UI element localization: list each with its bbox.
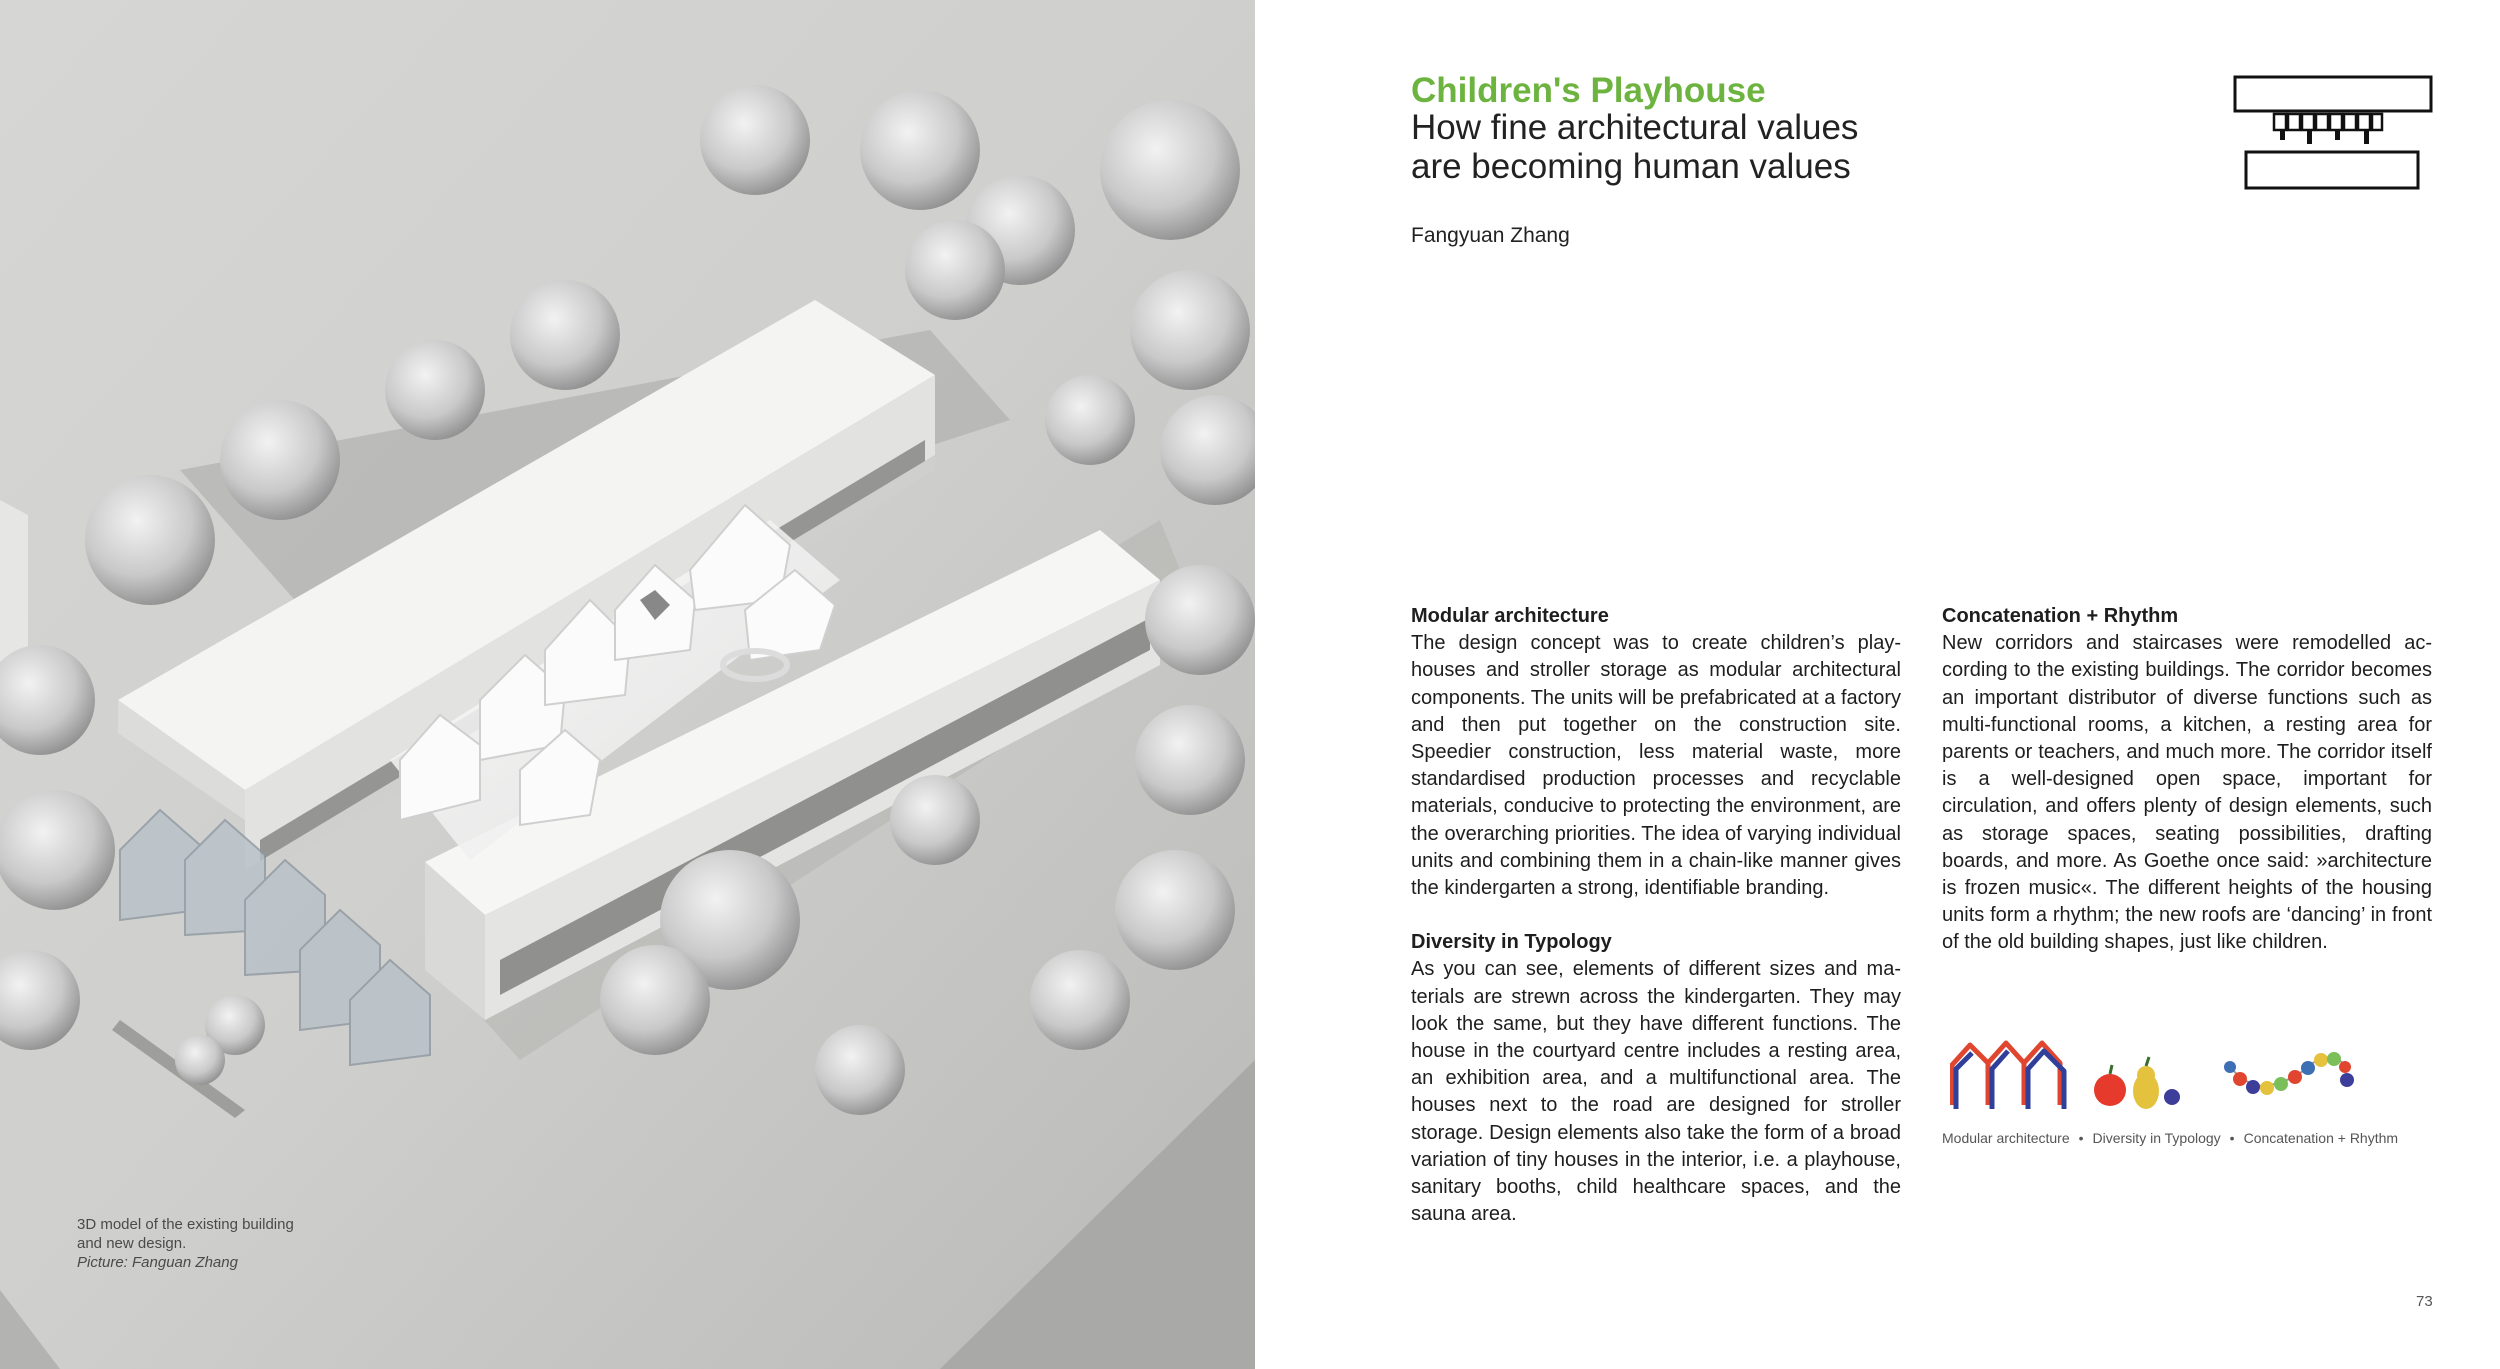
picture-credit: Picture: Fanguan Zhang [77,1254,238,1271]
diagram-captions [1942,1130,2398,1146]
author-name: Fangyuan Zhang [1411,224,1570,247]
caption-line: and new design. [77,1235,187,1252]
section-body: As you can see, elements of different sizes and materials are strewn across the kindergarten. They may look the same, but they have different functions. The house in the courtyard centre includes a resting area, an exhibition area, and a multifunctional area. The houses next to the road are designed for stroller storage. Design elements also take the form of a broad variation of tiny houses in the interior, i.e. a playhouse, sanitary booths, child healthcare spaces, and the sauna area. [1411,958,1901,1226]
page-number: 73 [2416,1293,2433,1310]
houses-diagram-icon [1952,1043,2064,1109]
diagram-caption: Diversity in Typology [2092,1130,2221,1146]
section-body: New corridors and staircases were remodelled according to the existing buildings. The corridor becomes an important distributor of diverse functions such as multi-functional rooms, a kitchen, a resting area for parents or teachers, and much more. The corridor itself is a well-designed open space, important for circulation, and offers plenty of design elements, such as storage spaces, seating possibilities, drafting boards, and more. As Goethe once said: »architecture is frozen music«. The different heights of the housing units form a rhythm; the new roofs are ‘dancing’ in front of the old building shapes, just like children. [1942,632,2432,954]
caption-line: 3D model of the existing building [77,1216,294,1233]
article-title: Children's Playhouse [1411,71,1766,110]
separator: • [2078,1130,2084,1146]
text-column-right [1942,603,2432,957]
separator: • [2229,1130,2235,1146]
diagram-caption: Modular architecture [1942,1130,2070,1146]
section-heading: Concatenation + Rhythm [1942,605,2179,627]
section-body: The design concept was to create children’s playhouses and stroller storage as modular architectural components. The units will be prefabricated at a factory and then put together on the construction site. Speedier construction, less material waste, more standardised production processes and recyclable materials, conducive to protecting the environment, are the overarching priorities. The idea of varying individual units and combining them in a chain-like manner gives the kindergarten a strong, identifiable branding. [1411,632,1901,900]
concept-diagrams [1950,1035,2390,1115]
article-subtitle [1411,108,1931,186]
bead-chain-diagram-icon [2224,1052,2354,1095]
diagram-caption: Concatenation + Rhythm [2243,1130,2399,1146]
section-heading: Diversity in Typology [1411,931,1612,954]
fruits-diagram-icon [2094,1057,2180,1109]
section-heading: Modular architecture [1411,605,1609,627]
subtitle-line: are becoming human values [1411,147,1851,186]
figure-caption [77,1215,294,1272]
subtitle-line: How fine architectural values [1411,108,1859,147]
building-logo-icon [2232,74,2437,194]
text-column-left [1411,603,1901,1228]
